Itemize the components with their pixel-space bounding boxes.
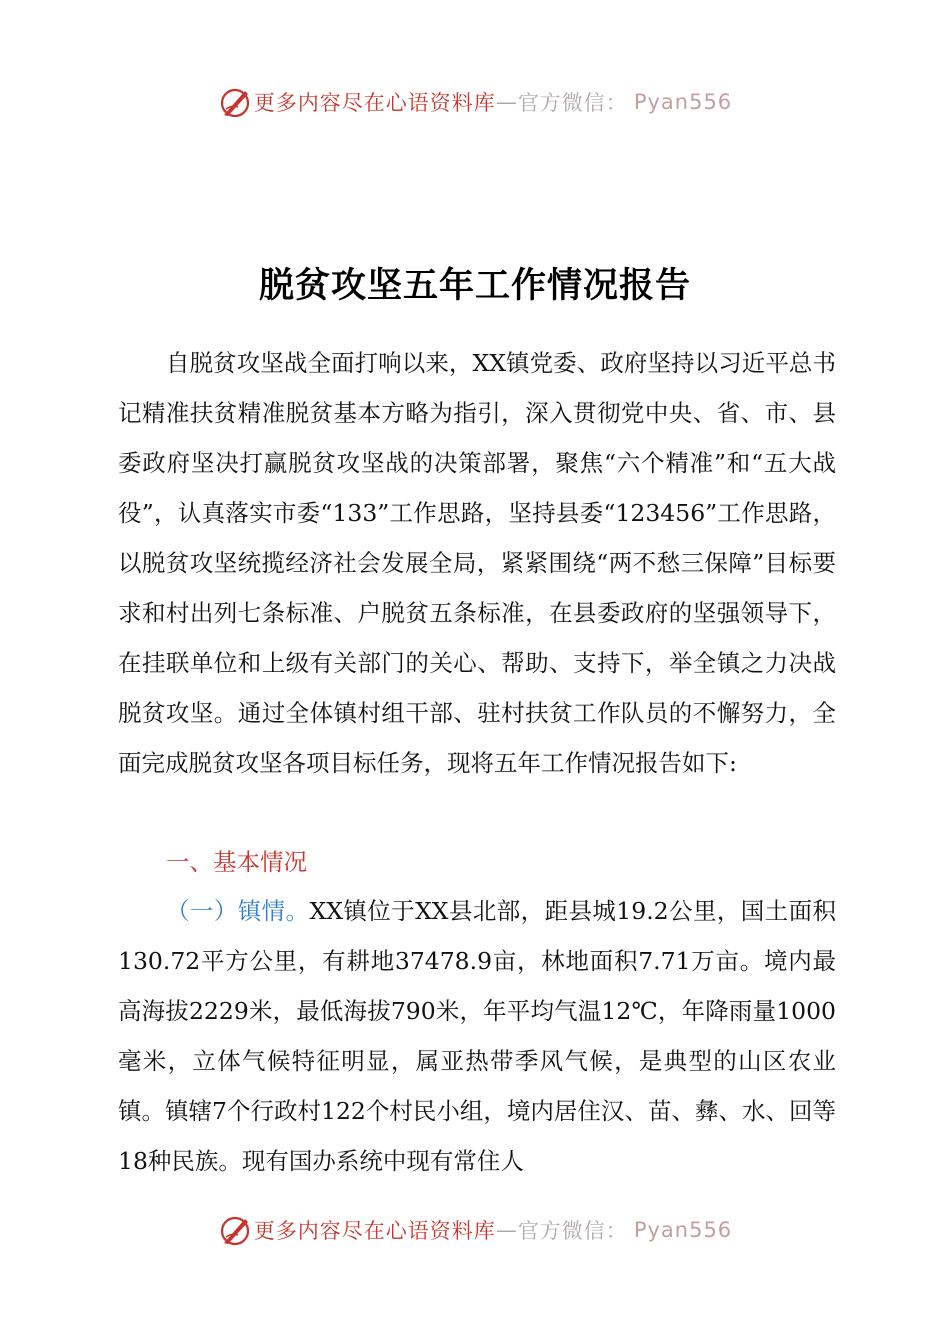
- watermark-dash: —: [495, 90, 518, 114]
- watermark-main-text: 更多内容尽在心语资料库: [253, 1219, 496, 1243]
- subsection-text-town: XX镇位于XX县北部，距县城19.2公里，国土面积130.72平方公里，有耕地37478.9亩，林地面积7.71万亩。境内最高海拔2229米，最低海拔790米，年平均气温12℃，年降雨量1000毫米，立体气候特征明显，属亚热带季风气候，是典型的山区农业镇。镇辖7个行政村122个村民小组，境内居住汉、苗、彝、水、回等18种民族。现有国办系统中现有常住人: [118, 897, 837, 1175]
- watermark-wechat-label: 官方微信：: [517, 91, 628, 115]
- quill-pen-logo-icon: [218, 85, 252, 119]
- town-situation-paragraph: [118, 886, 836, 1186]
- watermark-wechat-id: Pyan556: [633, 90, 733, 114]
- footer-watermark: [0, 1208, 950, 1252]
- watermark-wechat-id: Pyan556: [633, 1218, 733, 1242]
- document-title: 脱贫攻坚五年工作情况报告: [258, 265, 691, 306]
- quill-pen-logo-icon: [218, 1213, 252, 1247]
- intro-paragraph: 自脱贫攻坚战全面打响以来，XX镇党委、政府坚持以习近平总书记精准扶贫精准脱贫基本方略为指引，深入贯彻党中央、省、市、县委政府坚决打赢脱贫攻坚战的决策部署，聚焦“六个精准”和“五大战役”，认真落实市委“133”工作思路，坚持县委“123456”工作思路，以脱贫攻坚统揽经济社会发展全局，紧紧围绕“两不愁三保障”目标要求和村出列七条标准、户脱贫五条标准，在县委政府的坚强领导下，在挂联单位和上级有关部门的关心、帮助、支持下，举全镇之力决战脱贫攻坚。通过全体镇村组干部、驻村扶贫工作队员的不懈努力，全面完成脱贫攻坚各项目标任务，现将五年工作情况报告如下:: [118, 349, 836, 777]
- watermark-main-text: 更多内容尽在心语资料库: [253, 91, 496, 115]
- header-watermark: [0, 80, 950, 124]
- watermark-dash: —: [495, 1218, 518, 1242]
- section-heading-basic-situation: 一、基本情况: [166, 848, 307, 876]
- watermark-wechat-label: 官方微信：: [517, 1219, 628, 1243]
- subsection-heading-town: （一）镇情。: [166, 897, 310, 925]
